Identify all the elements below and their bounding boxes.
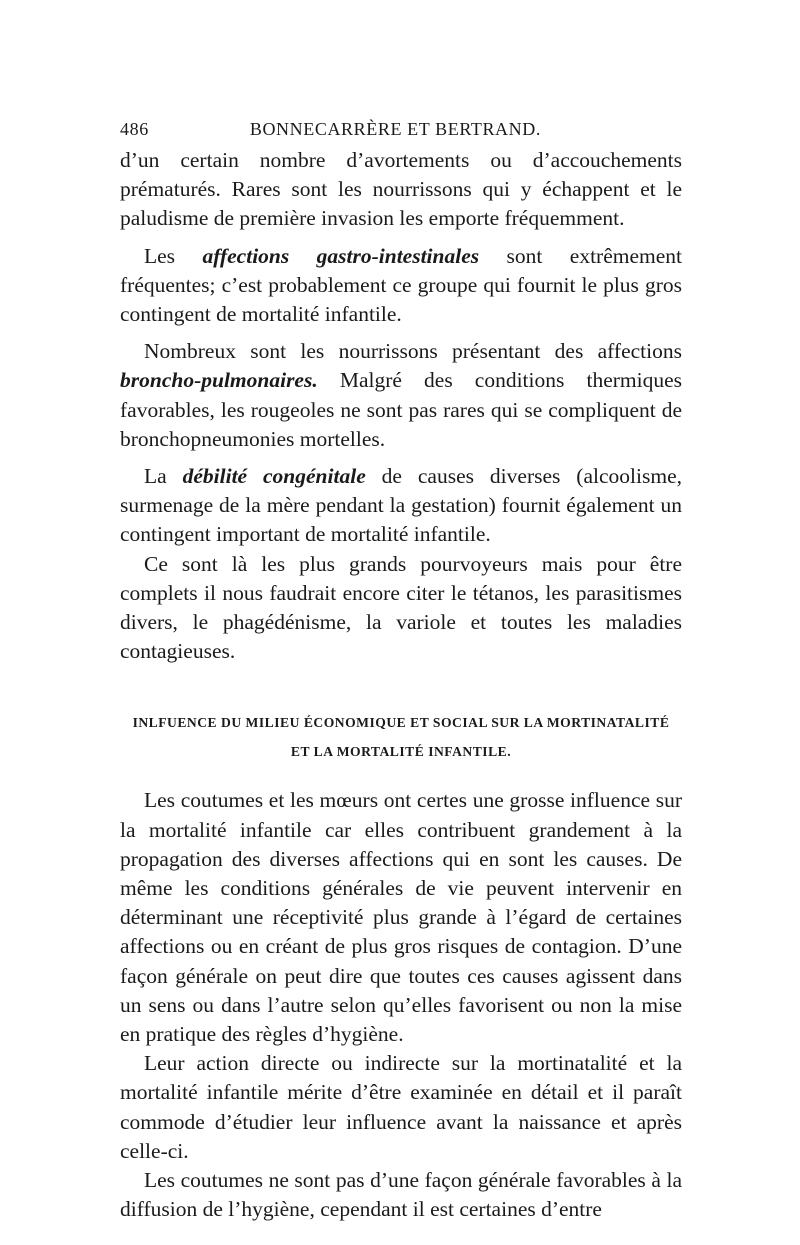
paragraph-1: d’un certain nombre d’avortements ou d’accouchements prématurés. Rares sont les nourrissons qui y échappent et le paludisme de première invasion les emporte fréquemment.	[120, 148, 682, 231]
paragraph-4-lead: La	[144, 464, 183, 489]
paragraph-4	[120, 462, 682, 550]
emphasis-broncho-pulmonary: broncho-pulmonaires.	[120, 368, 318, 393]
paragraph-2-lead: Les	[144, 243, 203, 268]
section-heading-line-2: ET LA MORTALITÉ INFANTILE.	[290, 744, 512, 760]
paragraph-3-rest: Malgré des conditions thermiques favorables, les rougeoles ne sont pas rares qui se compliquent de bronchopneumonies mortelles.	[120, 368, 682, 451]
running-title: BONNECARRÈRE ET BERTRAND.	[249, 119, 541, 139]
emphasis-congenital-debility: débilité congénitale	[182, 464, 366, 489]
paragraph-4-rest: de causes diverses (alcoolisme, surmenage de la mère pendant la gestation) fournit également un contingent important de mortalité infantile.	[120, 464, 682, 547]
paragraph-3-lead: Nombreux sont les nourrissons présentant des affections	[144, 339, 682, 364]
paragraph-5: Ce sont là les plus grands pourvoyeurs mais pour être complets il nous faudrait encore citer le tétanos, les parasitismes divers, le phagédénisme, la variole et toutes les maladies contagieuses.	[120, 551, 682, 664]
section-heading-line-1: INLFUENCE DU MILIEU ÉCONOMIQUE ET SOCIAL SUR LA MORTINATALITÉ	[132, 715, 670, 731]
running-header	[120, 116, 682, 146]
paragraph-8: Les coutumes ne sont pas d’une façon générale favorables à la diffusion de l’hygiène, cependant il est certaines d’entre	[120, 1168, 682, 1222]
paragraph-2-rest: sont extrêmement fréquentes; c’est probablement ce groupe qui fournit le plus gros contingent de mortalité infantile.	[120, 243, 682, 327]
paragraph-2	[120, 242, 682, 330]
paragraph-7: Leur action directe ou indirecte sur la mortinatalité et la mortalité infantile mérite d’être examinée en détail et il paraît commode d’étudier leur influence avant la naissance et après celle-ci.	[120, 1051, 682, 1163]
section-heading	[120, 708, 682, 766]
emphasis-gastro-intestinal: affections gastro-intestinales	[202, 243, 480, 268]
paragraph-3	[120, 337, 682, 454]
book-page	[120, 116, 682, 1225]
paragraph-6: Les coutumes et les mœurs ont certes une grosse influence sur la mortalité infantile car elles contribuent grandement à la propagation des diverses affections qui en sont les causes. De même les conditions générales de vie peuvent intervenir en déterminant une réceptivité plus grande à l’égard de certaines affections ou en créant de plus gros risques de contagion. D’une façon générale on peut dire que toutes ces causes agissent dans un sens ou dans l’autre selon qu’elles favorisent ou non la mise en pratique des règles d’hygiène.	[120, 788, 682, 1047]
page-number: 486	[120, 119, 149, 139]
